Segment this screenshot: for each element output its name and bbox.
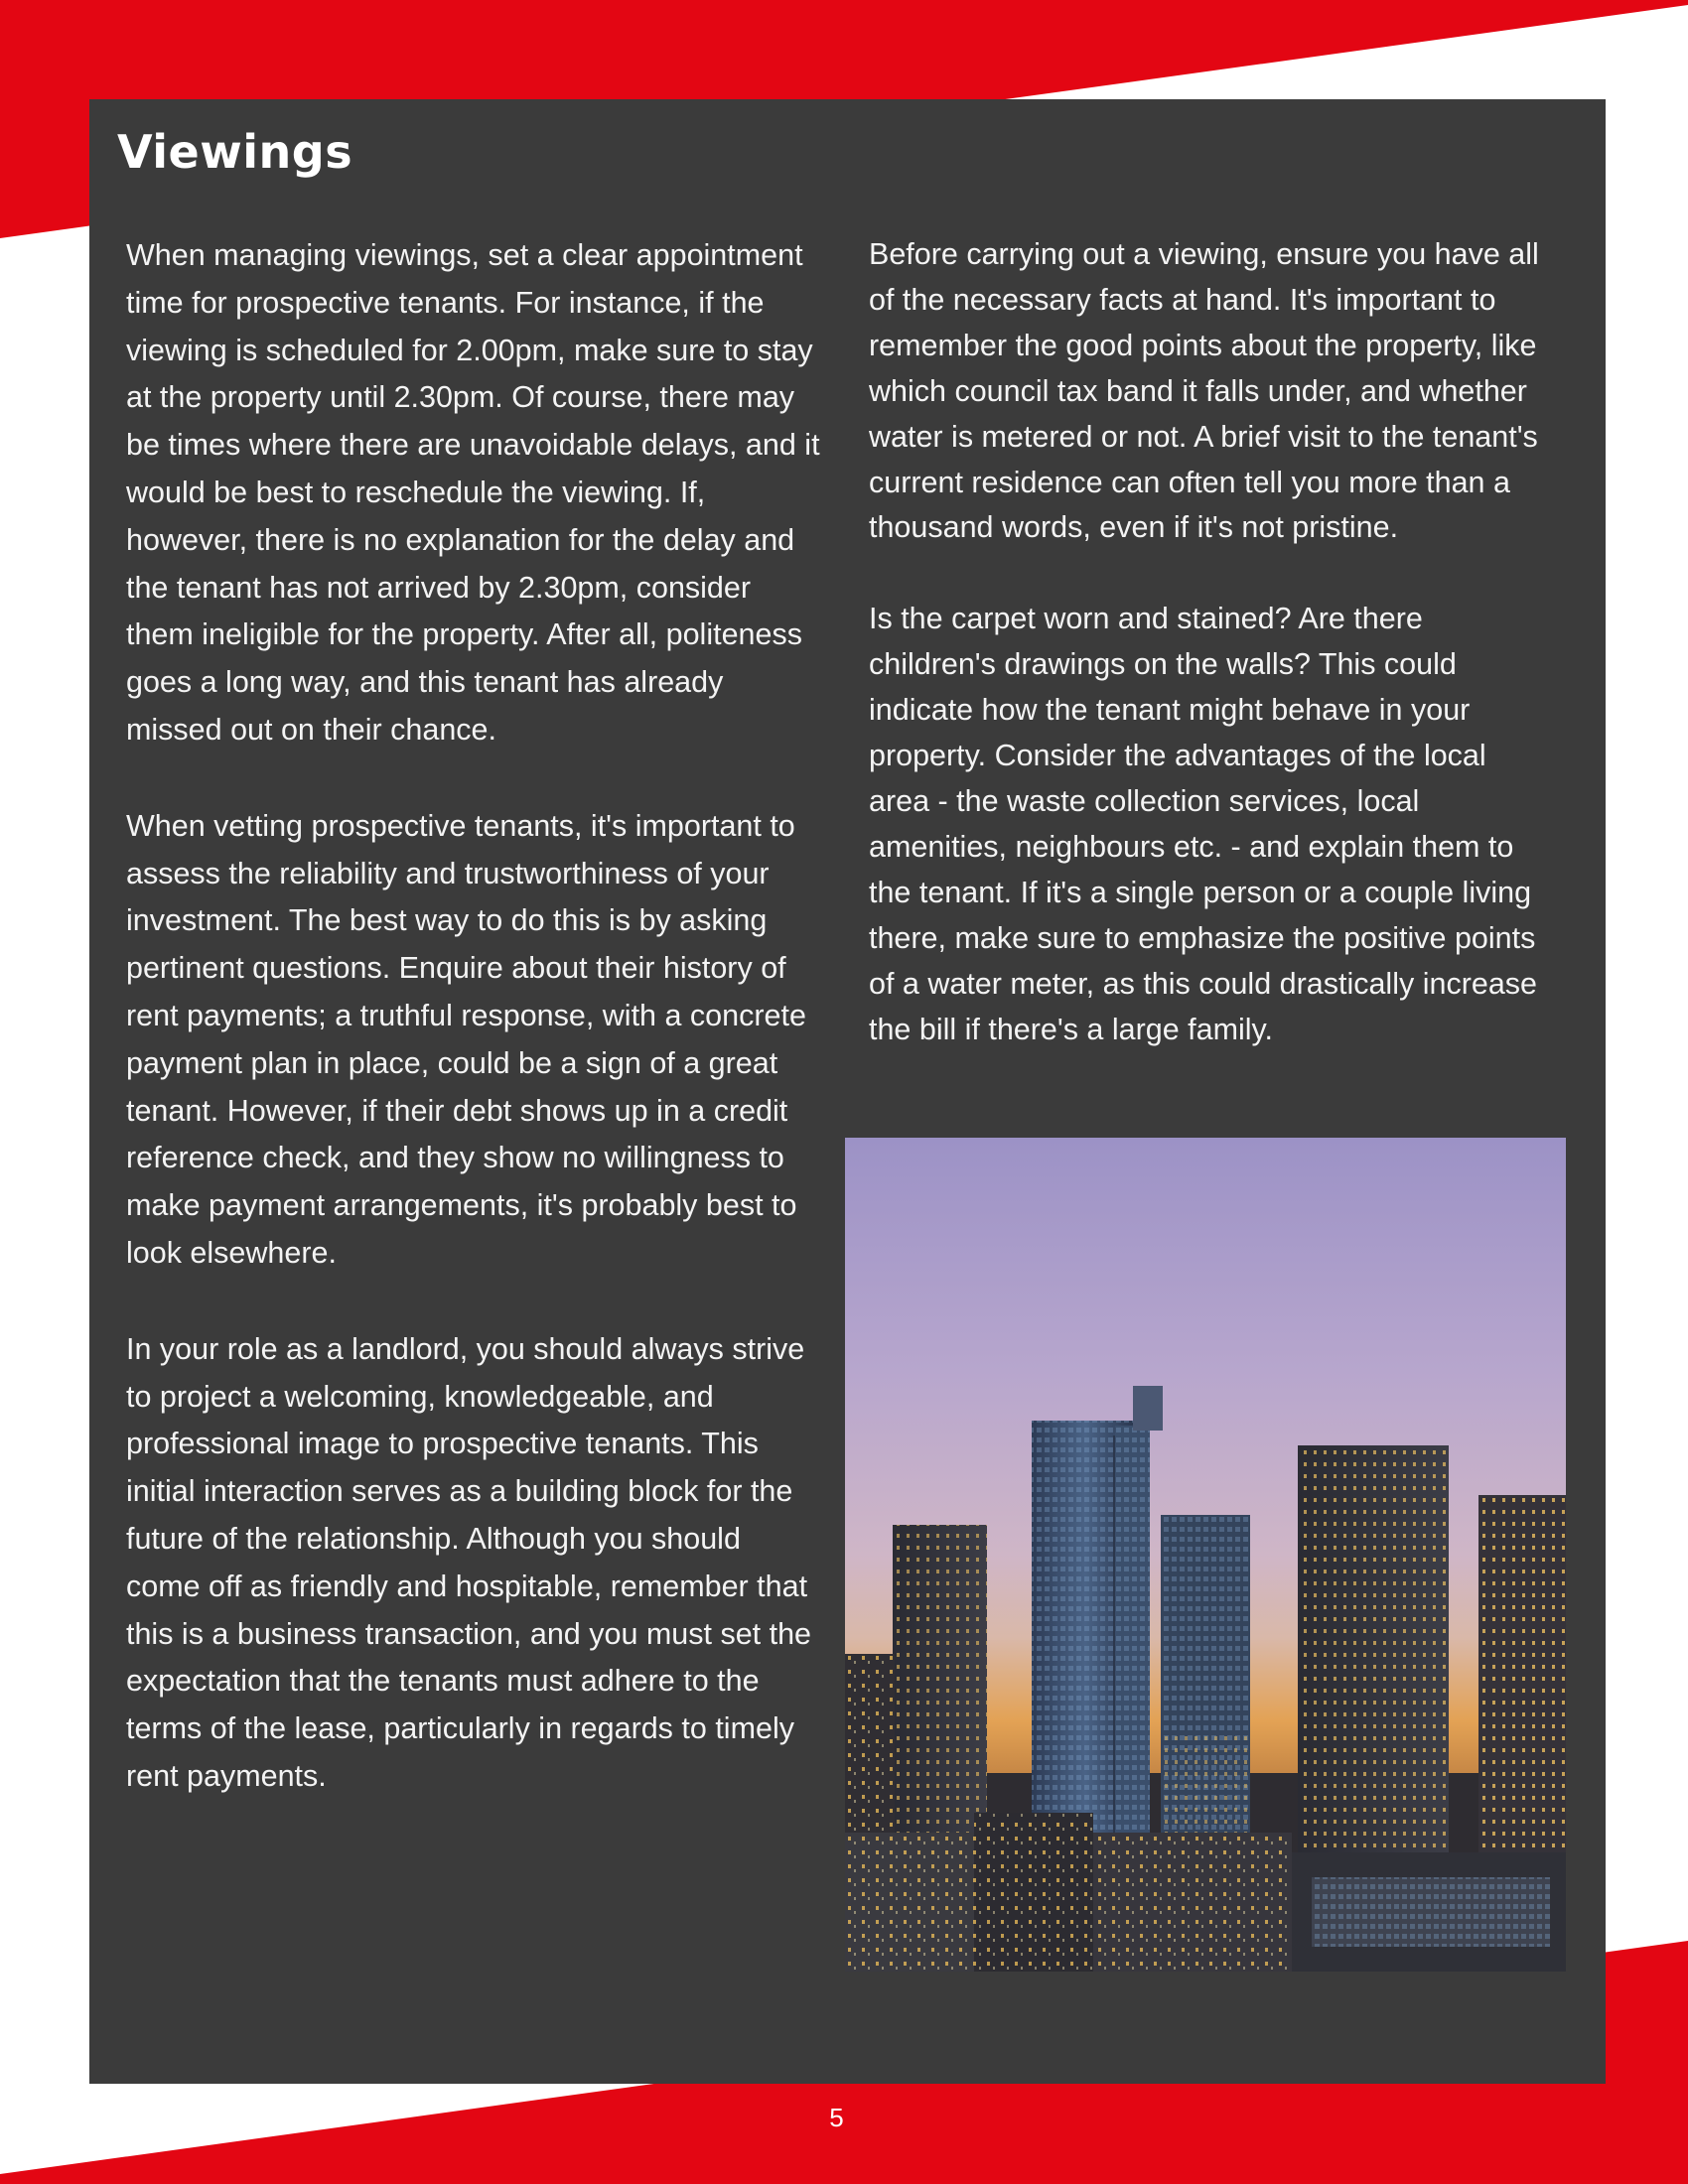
right-column xyxy=(869,232,1550,1098)
page-number: 5 xyxy=(829,2103,844,2132)
page-title: Viewings xyxy=(117,125,353,179)
city-skyline-photo xyxy=(845,1138,1566,1972)
paragraph-viewing-appointments: When managing viewings, set a clear appointment time for prospective tenants. For instance, if the viewing is scheduled for 2.00pm, make sure to stay at the property until 2.30pm. Of course, there may be times where there are unavoidable delays, and it would be best to reschedule the viewing. If, however, there is no explanation for the delay and the tenant has not arrived by 2.30pm, consider them ineligible for the property. After all, politeness goes a long way, and this tenant has already missed out on their chance. xyxy=(126,238,820,747)
left-column xyxy=(126,232,821,1849)
paragraph-preparing-facts: Before carrying out a viewing, ensure you have all of the necessary facts at hand. It's important to remember the good points about the property, like which council tax band it falls under, and whether water is metered or not. A brief visit to the tenant's current residence can often tell you more than a thousand words, even if it's not pristine. xyxy=(869,237,1539,545)
paragraph-tenant-residence: Is the carpet worn and stained? Are there children's drawings on the walls? This could indicate how the tenant might behave in your property. Consider the advantages of the local area - the waste collection services, local amenities, neighbours etc. - and explain them to the tenant. If it's a single person or a couple living there, make sure to emphasize the positive points of a water meter, as this could drastically increase the bill if there's a large family. xyxy=(869,602,1537,1046)
paragraph-vetting-tenants: When vetting prospective tenants, it's important to assess the reliability and trustworthiness of your investment. The best way to do this is by asking pertinent questions. Enquire about their history of rent payments; a truthful response, with a concrete payment plan in place, could be a sign of a great tenant. However, if their debt shows up in a credit reference check, and they show no willingness to make payment arrangements, it's probably best to look elsewhere. xyxy=(126,808,806,1270)
paragraph-landlord-role: In your role as a landlord, you should always strive to project a welcoming, knowledgeable, and professional image to prospective tenants. This initial interaction serves as a building block for the future of the relationship. Although you should come off as friendly and hospitable, remember that this is a business transaction, and you must set the expectation that the tenants must adhere to the terms of the lease, particularly in regards to timely rent payments. xyxy=(126,1331,812,1793)
